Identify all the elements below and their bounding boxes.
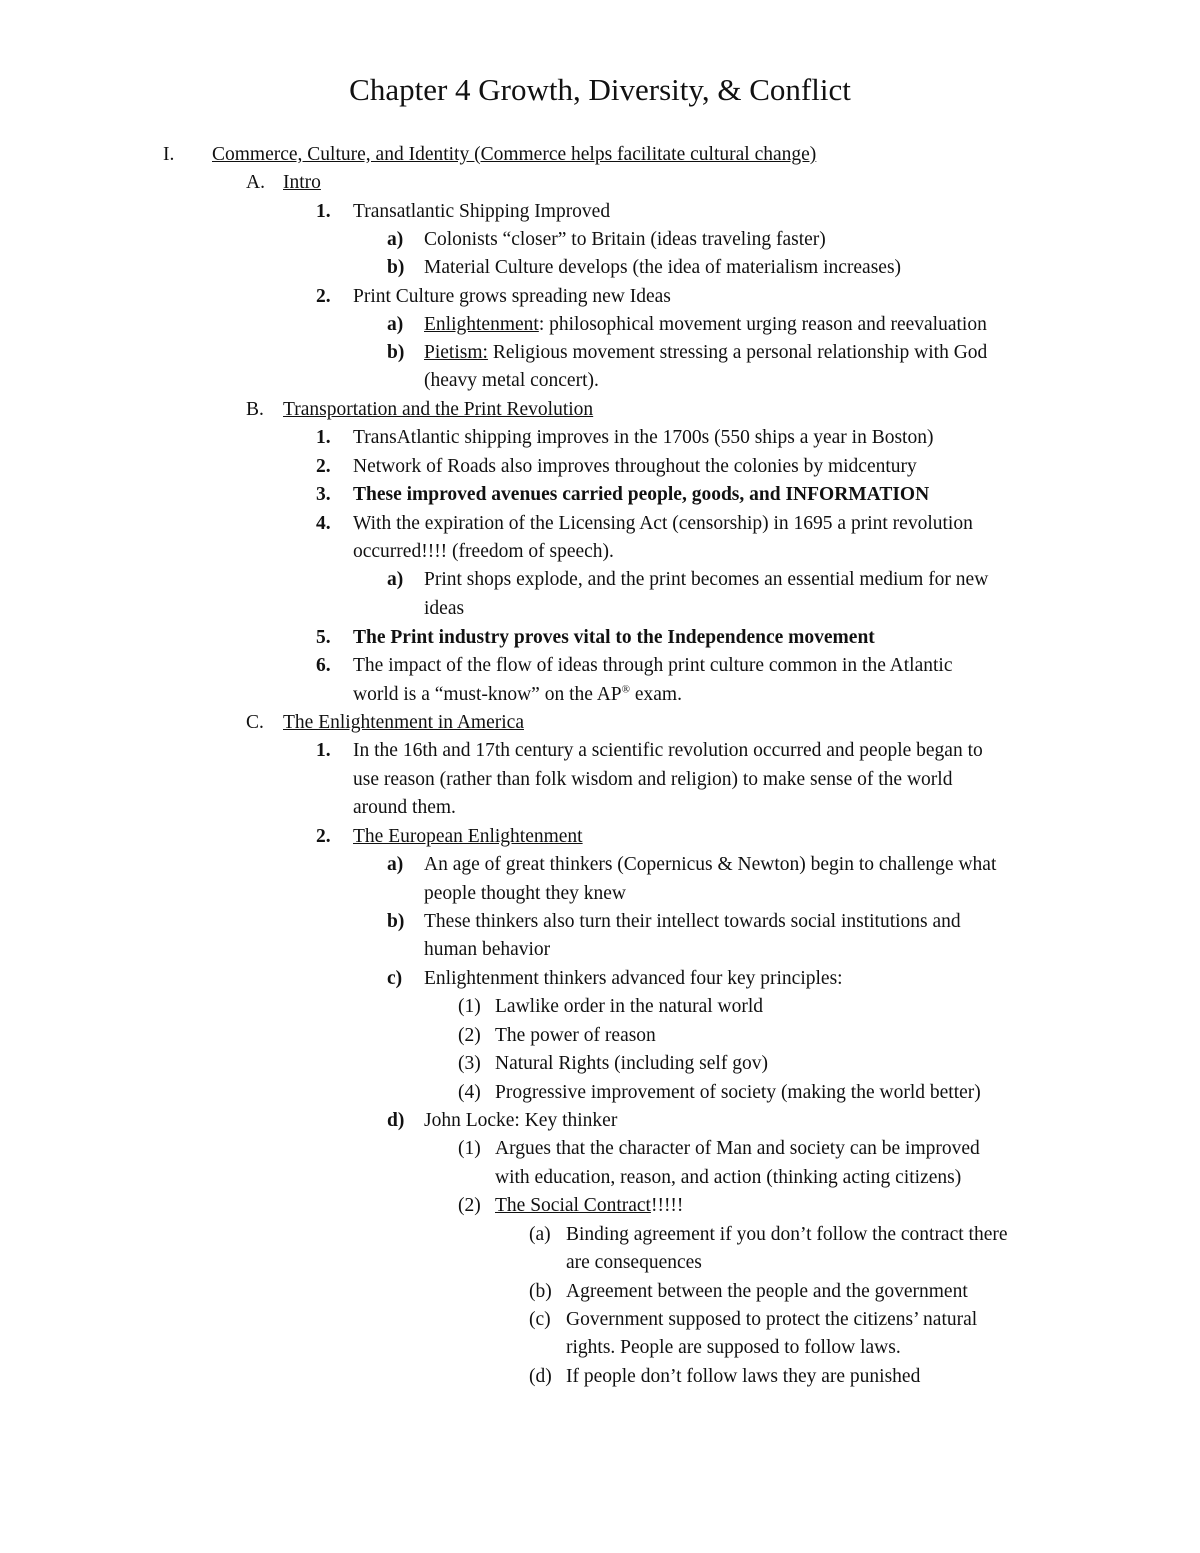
section-heading: Commerce, Culture, and Identity (Commerce helps facilitate cultural change) <box>212 144 817 165</box>
outline-item: The power of reason <box>495 1025 656 1046</box>
outline-item: TransAtlantic shipping improves in the 1700s (550 ships a year in Boston) <box>353 427 934 448</box>
outline-marker: (2) <box>458 1025 481 1046</box>
outline-marker: c) <box>387 968 403 989</box>
outline-item: Lawlike order in the natural world <box>495 996 764 1017</box>
outline-heading: The European Enlightenment <box>353 826 583 847</box>
outline-item: With the expiration of the Licensing Act (censorship) in 1695 a print revolution <box>353 513 973 534</box>
outline-item-continuation: rights. People are supposed to follow laws. <box>566 1337 901 1358</box>
outline-marker: A. <box>246 172 265 193</box>
outline-marker: (d) <box>529 1366 552 1387</box>
outline-item: Government supposed to protect the citizens’ natural <box>566 1309 978 1330</box>
outline-marker: a) <box>387 854 404 875</box>
outline-item <box>424 311 987 339</box>
outline-item: Material Culture develops (the idea of materialism increases) <box>424 257 902 278</box>
continuation-text: world is a “must-know” on the AP <box>353 684 622 705</box>
outline-item: The impact of the flow of ideas through print culture common in the Atlantic <box>353 655 953 676</box>
outline-marker: 6. <box>316 655 331 676</box>
subsection-heading: Intro <box>283 172 321 193</box>
outline-item-continuation: people thought they knew <box>424 883 626 904</box>
emphasis-text: !!!!! <box>650 1195 684 1216</box>
outline-marker: 2. <box>316 826 331 847</box>
outline-marker: a) <box>387 314 404 335</box>
outline-item: Agreement between the people and the government <box>566 1281 968 1302</box>
outline-item-continuation: occurred!!!! (freedom of speech). <box>353 541 614 562</box>
outline-marker: 1. <box>316 201 331 222</box>
outline-item: Binding agreement if you don’t follow the contract there <box>566 1224 1008 1245</box>
outline-item: Print Culture grows spreading new Ideas <box>353 286 671 307</box>
term-social-contract: The Social Contract <box>495 1195 651 1216</box>
outline-item: Progressive improvement of society (making the world better) <box>495 1082 981 1103</box>
outline-marker: 4. <box>316 513 331 534</box>
outline-marker: 5. <box>316 627 331 648</box>
outline-marker: d) <box>387 1110 405 1131</box>
outline-marker: a) <box>387 229 404 250</box>
outline-item: Enlightenment thinkers advanced four key principles: <box>424 968 843 989</box>
outline-item: Transatlantic Shipping Improved <box>353 201 611 222</box>
continuation-text: exam. <box>630 684 682 705</box>
term-pietism: Pietism: <box>424 342 488 363</box>
outline-item: Natural Rights (including self gov) <box>495 1053 768 1074</box>
outline-marker: b) <box>387 911 405 932</box>
outline-marker: 2. <box>316 286 331 307</box>
outline-marker: b) <box>387 257 405 278</box>
subsection-heading: The Enlightenment in America <box>283 712 524 733</box>
outline-marker: (2) <box>458 1195 481 1216</box>
outline-marker: (c) <box>529 1309 551 1330</box>
outline-item-continuation: use reason (rather than folk wisdom and religion) to make sense of the world <box>353 769 953 790</box>
term-enlightenment: Enlightenment <box>424 314 539 335</box>
outline-item: Network of Roads also improves throughout the colonies by midcentury <box>353 456 917 477</box>
outline-marker: (1) <box>458 996 481 1017</box>
outline-item-continuation: (heavy metal concert). <box>424 370 599 391</box>
outline-marker: I. <box>163 144 175 165</box>
outline-marker: 1. <box>316 740 331 761</box>
outline-marker: (3) <box>458 1053 481 1074</box>
outline-item: In the 16th and 17th century a scientific revolution occurred and people began to <box>353 740 983 761</box>
outline-marker: a) <box>387 569 404 590</box>
outline-item: John Locke: Key thinker <box>424 1110 618 1131</box>
outline-marker: 3. <box>316 484 331 505</box>
outline-marker: 2. <box>316 456 331 477</box>
outline-item: Print shops explode, and the print becomes an essential medium for new <box>424 569 989 590</box>
outline-marker: (4) <box>458 1082 481 1103</box>
outline-item-continuation <box>353 681 682 709</box>
document-title: Chapter 4 Growth, Diversity, & Conflict <box>349 72 851 107</box>
outline-item-continuation: human behavior <box>424 939 551 960</box>
outline-item: Argues that the character of Man and society can be improved <box>495 1138 980 1159</box>
registered-mark: ® <box>621 683 630 696</box>
outline-marker: B. <box>246 399 264 420</box>
definition: Religious movement stressing a personal relationship with God <box>487 342 988 363</box>
definition: : philosophical movement urging reason and reevaluation <box>538 314 987 335</box>
outline-item-continuation: are consequences <box>566 1252 702 1273</box>
outline-item-continuation: ideas <box>424 598 465 619</box>
outline-item: The Print industry proves vital to the Independence movement <box>353 627 875 648</box>
outline-item <box>424 339 987 367</box>
outline-item <box>495 1192 683 1220</box>
outline-marker: 1. <box>316 427 331 448</box>
outline-item: Colonists “closer” to Britain (ideas traveling faster) <box>424 229 826 250</box>
outline-marker: (a) <box>529 1224 551 1245</box>
outline-item-continuation: with education, reason, and action (thinking acting citizens) <box>495 1167 962 1188</box>
outline-item: An age of great thinkers (Copernicus & Newton) begin to challenge what <box>424 854 997 875</box>
outline-item: These thinkers also turn their intellect towards social institutions and <box>424 911 961 932</box>
outline-marker: C. <box>246 712 264 733</box>
outline-marker: (1) <box>458 1138 481 1159</box>
outline-item: If people don’t follow laws they are punished <box>566 1366 921 1387</box>
outline-marker: (b) <box>529 1281 552 1302</box>
outline-marker: b) <box>387 342 405 363</box>
outline-item-continuation: around them. <box>353 797 456 818</box>
outline-item: These improved avenues carried people, goods, and INFORMATION <box>353 484 930 505</box>
subsection-heading: Transportation and the Print Revolution <box>283 399 594 420</box>
